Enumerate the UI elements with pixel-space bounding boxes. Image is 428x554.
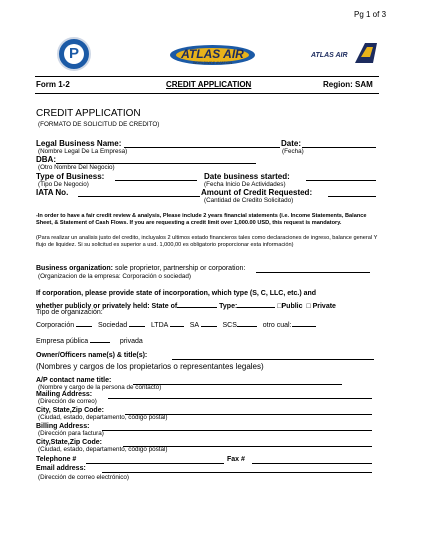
fax-label: Fax #: [227, 456, 245, 463]
sa-label: SA: [189, 322, 199, 329]
private-checkbox[interactable]: □: [306, 303, 311, 310]
amount-credit-label: Amount of Credit Requested:: [201, 188, 313, 197]
mailing-label: Mailing Address:: [36, 391, 93, 398]
date-started-line[interactable]: [306, 180, 376, 181]
date-started-es: (Fecha Inicio De Actividades): [204, 181, 286, 188]
business-org-es: (Organizacion de la empresa: Corporación o sociedad): [38, 273, 191, 280]
fax-line[interactable]: [252, 463, 372, 464]
email-es: (Dirección de correo electrónico): [38, 474, 129, 481]
type-label: Type:: [219, 303, 238, 310]
dba-label: DBA:: [36, 155, 56, 164]
left-logo-letter: P: [68, 45, 79, 62]
state-label: whether publicly or privately held: State of: [36, 303, 178, 310]
date-line[interactable]: [302, 147, 376, 148]
business-org-label: Business organization:: [36, 265, 114, 272]
ltda-line[interactable]: [170, 318, 184, 327]
left-logo: [57, 37, 91, 71]
sa-line[interactable]: [201, 318, 217, 327]
center-logo-text: ATLAS AIR: [181, 47, 244, 61]
empresa-line[interactable]: [90, 334, 110, 343]
ap-contact-label: A/P contact name title:: [36, 377, 112, 384]
amount-credit-es: (Cantidad de Credito Solicitado): [204, 197, 294, 204]
private-label: Private: [312, 303, 336, 310]
public-label: Public: [281, 303, 303, 310]
billing-es: (Dirección para factura): [38, 430, 104, 437]
ap-contact-line[interactable]: [133, 384, 342, 385]
header-title: CREDIT APPLICATION: [166, 80, 252, 89]
telephone-label: Telephone #: [36, 456, 77, 463]
billing-label: Billing Address:: [36, 423, 90, 430]
otro-label: otro cual:: [262, 322, 292, 329]
state-line[interactable]: [177, 299, 217, 308]
public-checkbox[interactable]: □: [277, 303, 282, 310]
ltda-label: LTDA: [150, 322, 168, 329]
legal-name-label: Legal Business Name:: [36, 139, 122, 148]
type-business-label: Type of Business:: [36, 172, 105, 181]
legal-name-es: (Nombre Legal De La Empresa): [38, 148, 128, 155]
type-business-line[interactable]: [115, 180, 197, 181]
type-line[interactable]: [237, 299, 275, 308]
mailing-es: (Dirección de correo): [38, 398, 97, 405]
page-number: Pg 1 of 3: [354, 10, 387, 19]
mailing-line[interactable]: [108, 398, 372, 399]
center-logo-sub: WORLDWIDE AVIATION: [193, 61, 232, 65]
notice-es: (Para realizar un analisis justo del credito, incluyalos 2 ultimos estado financieros tales como declaraciones de ingreso, balance general Y flujo de liquidez. Si su solicitud es superior a usd. 1,000,00 es obligatorio proporcionar esta información): [36, 235, 378, 248]
business-org-options: sole proprietor, partnership or corporation:: [113, 265, 246, 272]
owners-line[interactable]: [172, 359, 374, 360]
owners-label: Owner/Officers name(s) & title(s):: [36, 352, 148, 359]
legal-name-line[interactable]: [124, 147, 280, 148]
scs-label: SCS: [222, 322, 237, 329]
org-type-row: [36, 318, 316, 329]
empresa-row: [36, 334, 143, 345]
tipo-organizacion: Tipo de organización:: [36, 309, 103, 316]
type-business-es: (Tipo De Negocio): [38, 181, 89, 188]
billing-line[interactable]: [102, 430, 372, 431]
corp-line[interactable]: [76, 318, 92, 327]
date-started-label: Date business started:: [204, 172, 290, 181]
ap-contact-es: (Nombre y cargo de la persona de contacto): [38, 384, 162, 391]
amount-credit-line[interactable]: [328, 196, 376, 197]
sociedad-line[interactable]: [129, 318, 145, 327]
city1-es: (Ciudad, estado, departamento, código postal): [38, 414, 168, 421]
right-logo-text: ATLAS AIR: [311, 52, 348, 59]
privada-label: privada: [119, 338, 143, 345]
iata-label: IATA No.: [36, 188, 69, 197]
telephone-line[interactable]: [86, 463, 224, 464]
business-org-row: [36, 265, 245, 272]
email-line[interactable]: [102, 472, 372, 473]
corp-label: Corporación: [36, 322, 75, 329]
section-subtitle: (FORMATO DE SOLICITUD DE CREDITO): [38, 121, 160, 128]
iata-line[interactable]: [78, 196, 200, 197]
region-label: Region: SAM: [323, 80, 373, 89]
section-title: CREDIT APPLICATION: [36, 108, 141, 119]
incorporation-line1: If corporation, please provide state of incorporation, which type (S, C, LLC, etc.) and: [36, 290, 317, 297]
date-label: Date:: [281, 139, 302, 148]
city2-label: City,State,Zip Code:: [36, 439, 102, 446]
otro-line[interactable]: [292, 318, 316, 327]
email-label: Email address:: [36, 465, 86, 472]
empresa-label: Empresa pública: [36, 338, 89, 345]
city2-es: (Ciudad, estado, departamento, código postal): [38, 446, 168, 453]
form-id: Form 1-2: [36, 80, 70, 89]
scs-line[interactable]: [237, 318, 257, 327]
notice-en: -In order to have a fair credit review & analysis, Please include 2 years financial statements (i.e. Income Statements, Balance Sheet, & Statement of Cash Flows. If you are requesting a credit limit over 1,000.00 USD, this request is mandatory.: [36, 213, 367, 226]
date-es: (Fecha): [282, 148, 304, 155]
dba-es: (Otro Nombre Del Negocio): [38, 164, 115, 171]
sociedad-label: Sociedad: [97, 322, 128, 329]
center-logo: [170, 43, 255, 69]
owners-es: (Nombres y cargos de los propietarios o representantes legales): [36, 362, 264, 371]
city1-label: City, State,Zip Code:: [36, 407, 104, 414]
business-org-line[interactable]: [256, 272, 370, 273]
right-logo: [311, 41, 379, 65]
